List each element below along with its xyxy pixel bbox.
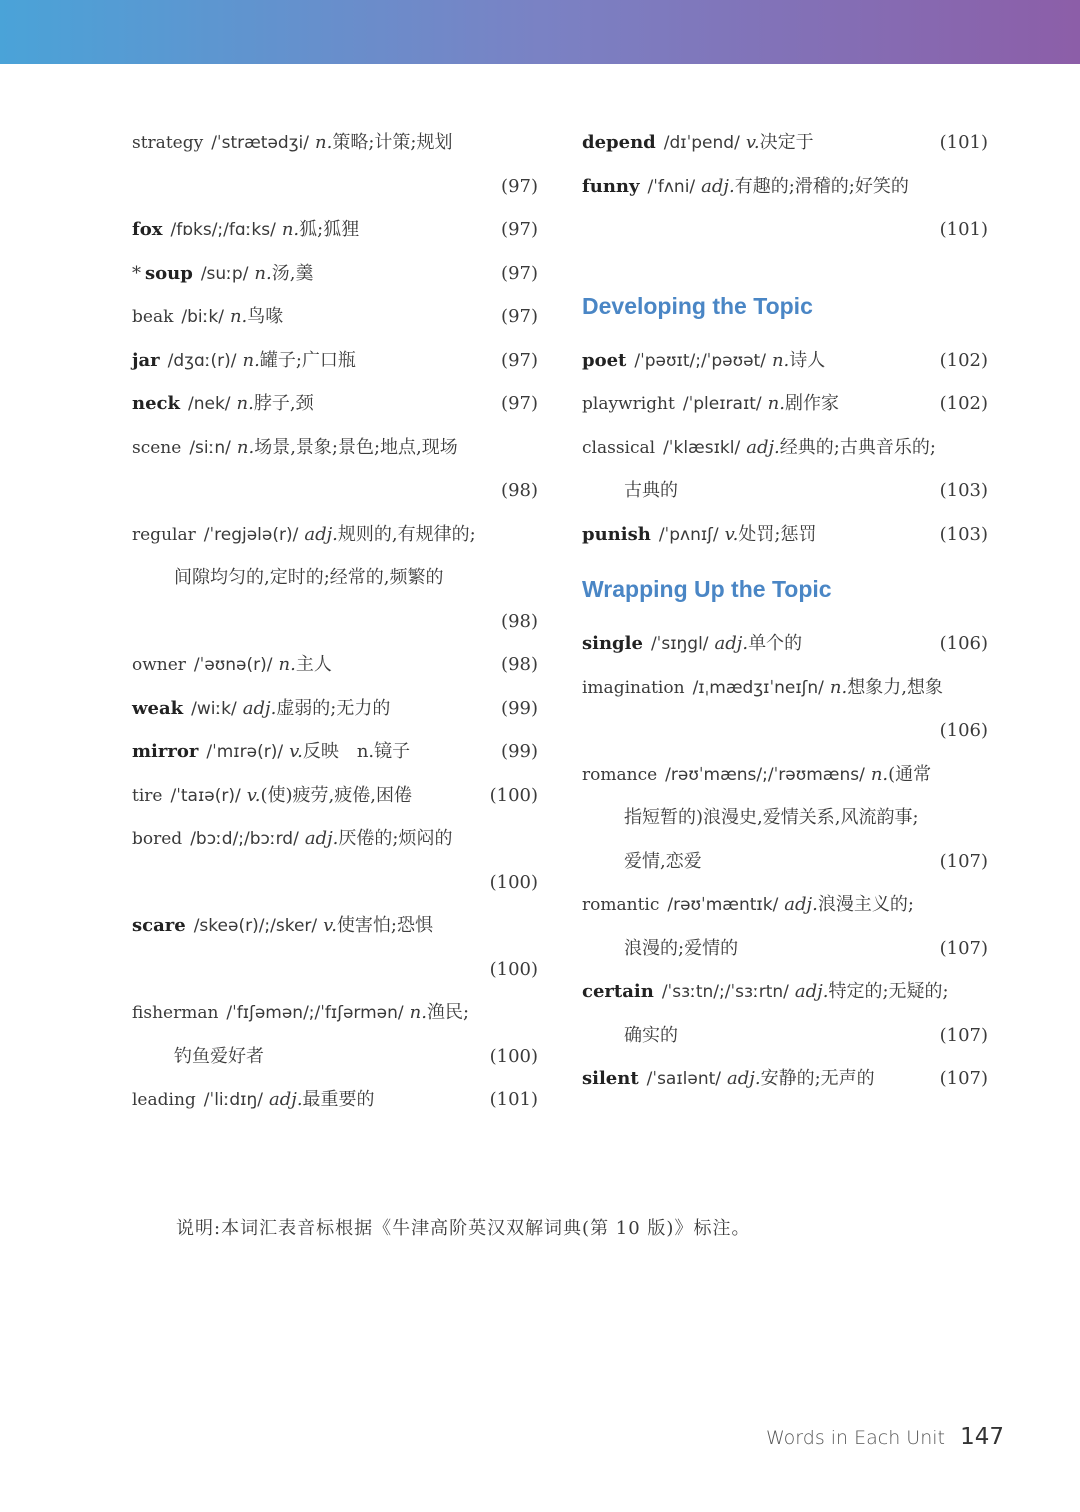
page-reference: (98) [501,654,538,675]
phonetic: /skeə(r)/;/sker/ [193,916,318,936]
entry-continuation [582,840,988,884]
phonetic: /rəʊˈmæntɪk/ [667,895,779,915]
definition-continued: 爱情,恋爱 [624,850,702,872]
part-of-speech: n. [281,219,300,240]
headword: bored [132,829,183,849]
page-footer [766,1424,1004,1450]
vocab-entry [132,252,538,296]
definition: 单个的 [748,633,803,654]
vocab-entry [582,426,988,470]
page-reference: (100) [489,784,538,806]
part-of-speech: n. [829,676,848,698]
definition: 最重要的 [302,1089,375,1110]
part-of-speech: v. [323,915,337,936]
vocab-entry [132,339,538,383]
headword: weak [132,697,184,719]
part-of-speech: n. [409,1002,427,1023]
headword: tire [132,785,163,806]
part-of-speech: adj. [794,981,829,1002]
page-reference: (107) [939,850,988,872]
vocab-entry [132,513,538,557]
vocab-entry [582,622,988,666]
phonetic: /ˈpəʊɪt/;/ˈpəʊət/ [634,350,766,371]
phonetic: /suːp/ [200,263,249,284]
definition: 规则的,有规律的; [337,523,476,545]
vocab-entry [132,730,538,774]
page-reference-row [132,469,538,513]
definition: 罐子;广口瓶 [259,349,356,371]
entry-continuation [132,556,538,600]
headword: neck [132,393,180,414]
definition: 剧作家 [784,393,839,414]
definition: 厌倦的;烦闷的 [338,828,453,849]
vocab-entry [132,774,538,818]
page-reference: (97) [501,306,538,327]
entry-continuation [582,796,988,840]
vocab-entry [132,1078,538,1122]
page-reference: (100) [489,1045,538,1067]
headword: scare [132,915,186,936]
headword: romantic [582,895,660,915]
phonetic: /ˈsɪŋgl/ [650,634,709,654]
definition: 策略;计策;规划 [332,132,453,153]
page-reference: (107) [939,1068,988,1089]
vocab-entry [132,687,538,731]
definition: 浪漫主义的; [817,894,914,915]
phonetic: /ˈsɜːtn/;/ˈsɜːrtn/ [661,982,789,1002]
page-reference: (101) [939,132,988,153]
page-reference: (106) [939,633,988,654]
phonetic: /ˈpʌnɪʃ/ [658,524,719,545]
headword: imagination [582,677,685,698]
section-heading: Wrapping Up the Topic [582,576,832,602]
part-of-speech: n. [767,393,785,414]
headword: silent [582,1068,639,1089]
entry-marker: * [132,262,141,284]
vocab-entry [582,339,988,383]
headword: certain [582,981,654,1002]
headword: classical [582,437,656,458]
vocab-entry [132,643,538,687]
part-of-speech: n. [254,262,272,284]
page-reference-row [582,208,988,252]
phonetic: /fɒks/;/fɑːks/ [170,220,276,240]
headword: strategy [132,133,204,153]
vocab-entry [582,666,988,710]
headword: romance [582,764,658,785]
page-reference: (99) [501,741,538,762]
phonetic: /ˈliːdɪŋ/ [203,1090,263,1110]
definition: (使)疲劳,疲倦,困倦 [260,784,412,806]
part-of-speech: n. [870,763,889,785]
definition: 经典的;古典音乐的; [779,436,936,458]
part-of-speech: n. [236,393,254,414]
phonetic: /ˈfɪʃəmən/;/ˈfɪʃərmən/ [226,1003,404,1023]
definition: 想象力,想象 [847,676,943,698]
definition: 主人 [295,654,332,675]
headword: scene [132,437,182,458]
page-reference: (97) [501,219,538,240]
definition: 鸟喙 [247,306,284,327]
vocab-entry [132,208,538,252]
definition: 特定的;无疑的; [828,981,949,1002]
vocab-entry [132,121,538,165]
section-spacer [582,252,988,273]
header-gradient-band [0,0,1080,64]
headword: beak [132,307,174,327]
page-reference-row [132,165,538,209]
definition: 诗人 [789,349,826,371]
part-of-speech: v. [724,523,739,545]
page-reference: (106) [939,720,988,741]
vocab-entry [132,382,538,426]
vocab-entry [582,513,988,557]
part-of-speech: v. [745,132,760,153]
entry-continuation [132,1035,538,1079]
headword: owner [132,655,186,675]
definition: (通常 [888,763,932,785]
definition: 使害怕;恐惧 [336,915,433,936]
phonetic: /wiːk/ [191,698,237,719]
phonetic: /bɔːd/;/bɔːrd/ [190,829,299,849]
headword: fisherman [132,1003,219,1023]
page-reference: (97) [501,262,538,284]
vocab-entry [132,426,538,470]
vocab-entry [132,991,538,1035]
part-of-speech: n. [236,436,255,458]
definition: 渔民; [426,1002,470,1023]
page-reference-row [132,948,538,992]
vocab-entry [132,817,538,861]
part-of-speech: adj. [701,175,735,197]
definition-continued: 钓鱼爱好者 [174,1045,264,1067]
page-reference: (107) [939,1024,988,1046]
phonetic: /biːk/ [181,307,224,327]
page-reference: (102) [939,349,988,371]
phonetic: /ˈfʌni/ [647,176,696,197]
page-reference: (98) [501,480,538,501]
part-of-speech: adj. [304,828,339,849]
definition: 反映 n.镜子 [302,741,411,762]
headword: depend [582,132,656,153]
section-heading: Developing the Topic [582,292,813,319]
page-reference-row [132,600,538,644]
part-of-speech: v. [246,784,261,806]
part-of-speech: adj. [268,1089,303,1110]
phonetic: /ɪˌmædʒɪˈneɪʃn/ [692,677,824,698]
vocab-entry [582,883,988,927]
part-of-speech: adj. [784,894,818,915]
vocab-entry [582,121,988,165]
headword: playwright [582,394,675,414]
page-reference: (100) [489,871,538,893]
definition: 脖子,颈 [253,393,314,414]
page-reference: (97) [501,393,538,414]
entry-continuation [582,469,988,513]
definition: 场景,景象;景色;地点,现场 [254,436,458,458]
vocab-entry [582,1057,988,1101]
vocab-entry [582,753,988,797]
definition-continued: 浪漫的;爱情的 [624,937,739,959]
definition-continued: 间隙均匀的,定时的;经常的,频繁的 [174,567,444,588]
headword: single [582,633,643,654]
headword: fox [132,219,163,240]
part-of-speech: n. [315,132,333,153]
page-reference: (102) [939,393,988,414]
vocab-entry [132,904,538,948]
part-of-speech: n. [771,349,790,371]
phonetic: /ˈsaɪlənt/ [646,1069,722,1089]
headword: regular [132,524,196,545]
pronunciation-note: 说明:本词汇表音标根据《牛津高阶英汉双解词典(第 10 版)》标注。 [176,1218,751,1239]
phonetic: /siːn/ [189,437,231,458]
page-reference-row [582,709,988,753]
phonetic: /ˈpleɪraɪt/ [682,394,762,414]
page-reference: (103) [939,523,988,545]
part-of-speech: adj. [727,1068,761,1089]
definition: 处罚;惩罚 [738,523,817,545]
headword: mirror [132,741,199,762]
definition: 安静的;无声的 [760,1068,875,1089]
phonetic: /dʒɑː(r)/ [167,350,237,371]
definition: 虚弱的;无力的 [276,697,391,719]
phonetic: /dɪˈpend/ [663,133,740,153]
definition: 有趣的;滑稽的;好笑的 [734,175,909,197]
part-of-speech: adj. [242,697,277,719]
part-of-speech: n. [229,306,248,327]
definition: 汤,羹 [271,262,314,284]
headword: soup [145,262,193,284]
part-of-speech: n. [242,349,260,371]
entry-continuation [582,1014,988,1058]
page-reference: (99) [501,697,538,719]
phonetic: /ˈklæsɪkl/ [663,437,741,458]
vocab-entry [582,165,988,209]
page-reference-row [132,861,538,905]
vocab-entry [582,382,988,426]
definition: 狐;狐狸 [299,219,360,240]
phonetic: /rəʊˈmæns/;/ˈrəʊmæns/ [665,764,865,785]
part-of-speech: adj. [714,633,749,654]
part-of-speech: adj. [304,523,338,545]
vocab-entry [582,970,988,1014]
page-reference: (107) [939,937,988,959]
page-reference: (98) [501,610,538,632]
page-reference: (101) [939,219,988,240]
headword: leading [132,1090,196,1110]
page-reference: (97) [501,349,538,371]
headword: punish [582,523,651,545]
headword: jar [132,349,160,371]
entry-continuation [582,927,988,971]
page-reference: (100) [489,958,538,980]
phonetic: /ˈstrætədʒi/ [211,133,309,153]
page-reference: (97) [501,175,538,197]
footer-section-label: Words in Each Unit [766,1427,945,1449]
phonetic: /ˈregjələ(r)/ [203,524,299,545]
headword: funny [582,175,640,197]
phonetic: /ˈəʊnə(r)/ [193,655,273,675]
part-of-speech: adj. [746,436,780,458]
phonetic: /nek/ [187,394,231,414]
page-number: 147 [960,1424,1004,1450]
part-of-speech: v. [289,741,303,762]
vocabulary-column-right [582,121,988,1101]
phonetic: /ˈmɪrə(r)/ [206,742,284,762]
part-of-speech: n. [278,654,296,675]
phonetic: /ˈtaɪə(r)/ [170,785,241,806]
definition-continued: 古典的 [624,480,678,501]
definition-continued: 指短暂的)浪漫史,爱情关系,风流韵事; [624,807,919,828]
vocabulary-column-left [132,121,538,1122]
definition: 决定于 [759,132,814,153]
definition-continued: 确实的 [624,1024,678,1046]
page-reference: (101) [489,1089,538,1110]
vocab-entry [132,295,538,339]
page-reference: (103) [939,480,988,501]
headword: poet [582,349,627,371]
